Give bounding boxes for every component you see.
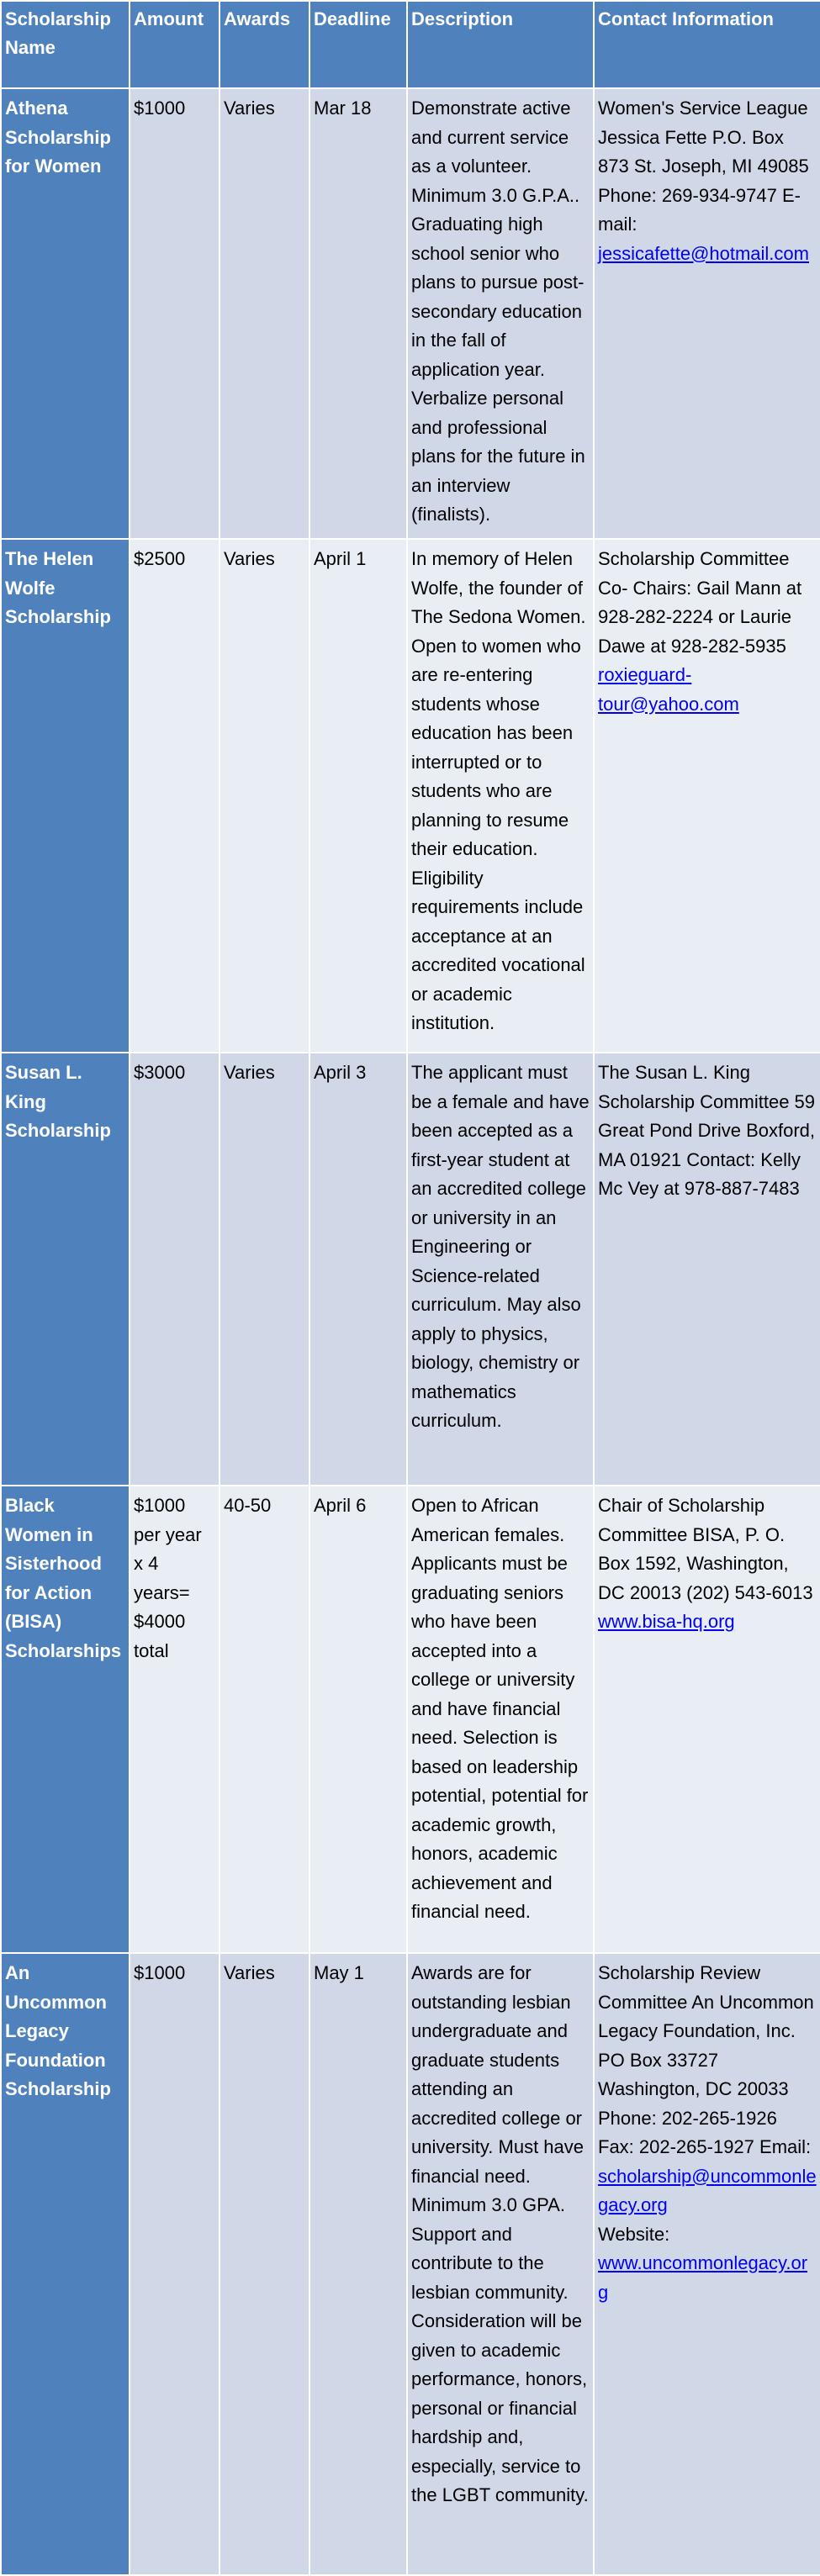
awards-cell: Varies [220,1053,309,1486]
scholarship-name: Athena Scholarship for Women [1,88,130,539]
deadline-cell: April 1 [309,539,407,1053]
description-cell: In memory of Helen Wolfe, the founder of The Sedona Women. Open to women who are re-entering students whose education has been interrupted or to students who are planning to resume their education. Eligibility requirements include acceptance at an accredited vocational or academic institution. [407,539,594,1053]
email-link[interactable]: jessicafette@hotmail.com [598,242,809,264]
amount-cell: $1000 per year x 4 years= $4000 total [130,1486,220,1953]
scholarship-name: An Uncommon Legacy Foundation Scholarship [1,1953,130,2575]
header-deadline: Deadline [309,1,407,88]
website-link[interactable]: www.bisa-hq.org [598,1611,735,1632]
contact-cell [594,1053,820,1486]
contact-text: Scholarship Review Committee An Uncommon Legacy Foundation, Inc. PO Box 33727 Washington, DC 20033 Phone: 202-265-1926 Fax: 202-265-1927 Email: [598,1962,814,2157]
header-amount: Amount [130,1,220,88]
email-link[interactable]: scholarship@uncommonlegacy.org [598,2165,817,2215]
header-scholarship-name: Scholarship Name [1,1,130,88]
description-cell: Demonstrate active and current service as a volunteer. Minimum 3.0 G.P.A.. Graduating high school senior who plans to pursue post-secondary education in the fall of application year. Verbalize personal and professional plans for the future in an interview (finalists). [407,88,594,539]
table-row [1,1953,820,2575]
contact-cell [594,539,820,1053]
table-row [1,1486,820,1953]
deadline-cell: April 6 [309,1486,407,1953]
contact-cell [594,1953,820,2575]
table-row [1,1053,820,1486]
header-description: Description [407,1,594,88]
contact-text: Scholarship Committee Co- Chairs: Gail Mann at 928-282-2224 or Laurie Dawe at 928-282-5935 [598,548,802,657]
table-row [1,88,820,539]
deadline-cell: May 1 [309,1953,407,2575]
deadline-cell: Mar 18 [309,88,407,539]
deadline-cell: April 3 [309,1053,407,1486]
table-header-row [1,1,820,88]
header-contact-information: Contact Information [594,1,820,88]
website-link[interactable]: www.uncommonlegacy.org [598,2252,808,2303]
contact-cell [594,1486,820,1953]
description-cell: The applicant must be a female and have been accepted as a first-year student at an accredited college or university in an Engineering or Science-related curriculum. May also apply to physics, biology, chemistry or mathematics curriculum. [407,1053,594,1486]
scholarship-name: Susan L. King Scholarship [1,1053,130,1486]
scholarship-name: The Helen Wolfe Scholarship [1,539,130,1053]
amount-cell: $3000 [130,1053,220,1486]
awards-cell: 40-50 [220,1486,309,1953]
website-label: Website: [598,2223,670,2245]
email-link[interactable]: roxieguard-tour@yahoo.com [598,664,739,715]
description-cell: Awards are for outstanding lesbian undergraduate and graduate students attending an accredited college or university. Must have financial need. Minimum 3.0 GPA. Support and contribute to the lesbian community. Consideration will be given to academic performance, honors, personal or financial hardship and, especially, service to the LGBT community. [407,1953,594,2575]
awards-cell: Varies [220,88,309,539]
amount-cell: $2500 [130,539,220,1053]
amount-cell: $1000 [130,88,220,539]
contact-text: The Susan L. King Scholarship Committee 59 Great Pond Drive Boxford, MA 01921 Contact: Kelly Mc Vey at 978-887-7483 [598,1062,816,1199]
awards-cell: Varies [220,539,309,1053]
amount-cell: $1000 [130,1953,220,2575]
scholarship-name: Black Women in Sisterhood for Action (BISA) Scholarships [1,1486,130,1953]
contact-text: Chair of Scholarship Committee BISA, P. O. Box 1592, Washington, DC 20013 (202) 543-6013 [598,1495,813,1603]
contact-text: Women's Service League Jessica Fette P.O. Box 873 St. Joseph, MI 49085 Phone: 269-934-9747 E-mail: [598,98,809,235]
description-cell: Open to African American females. Applicants must be graduating seniors who have been accepted into a college or university and have financial need. Selection is based on leadership potential, potential for academic growth, honors, academic achievement and financial need. [407,1486,594,1953]
contact-cell [594,88,820,539]
header-awards: Awards [220,1,309,88]
awards-cell: Varies [220,1953,309,2575]
table-row [1,539,820,1053]
